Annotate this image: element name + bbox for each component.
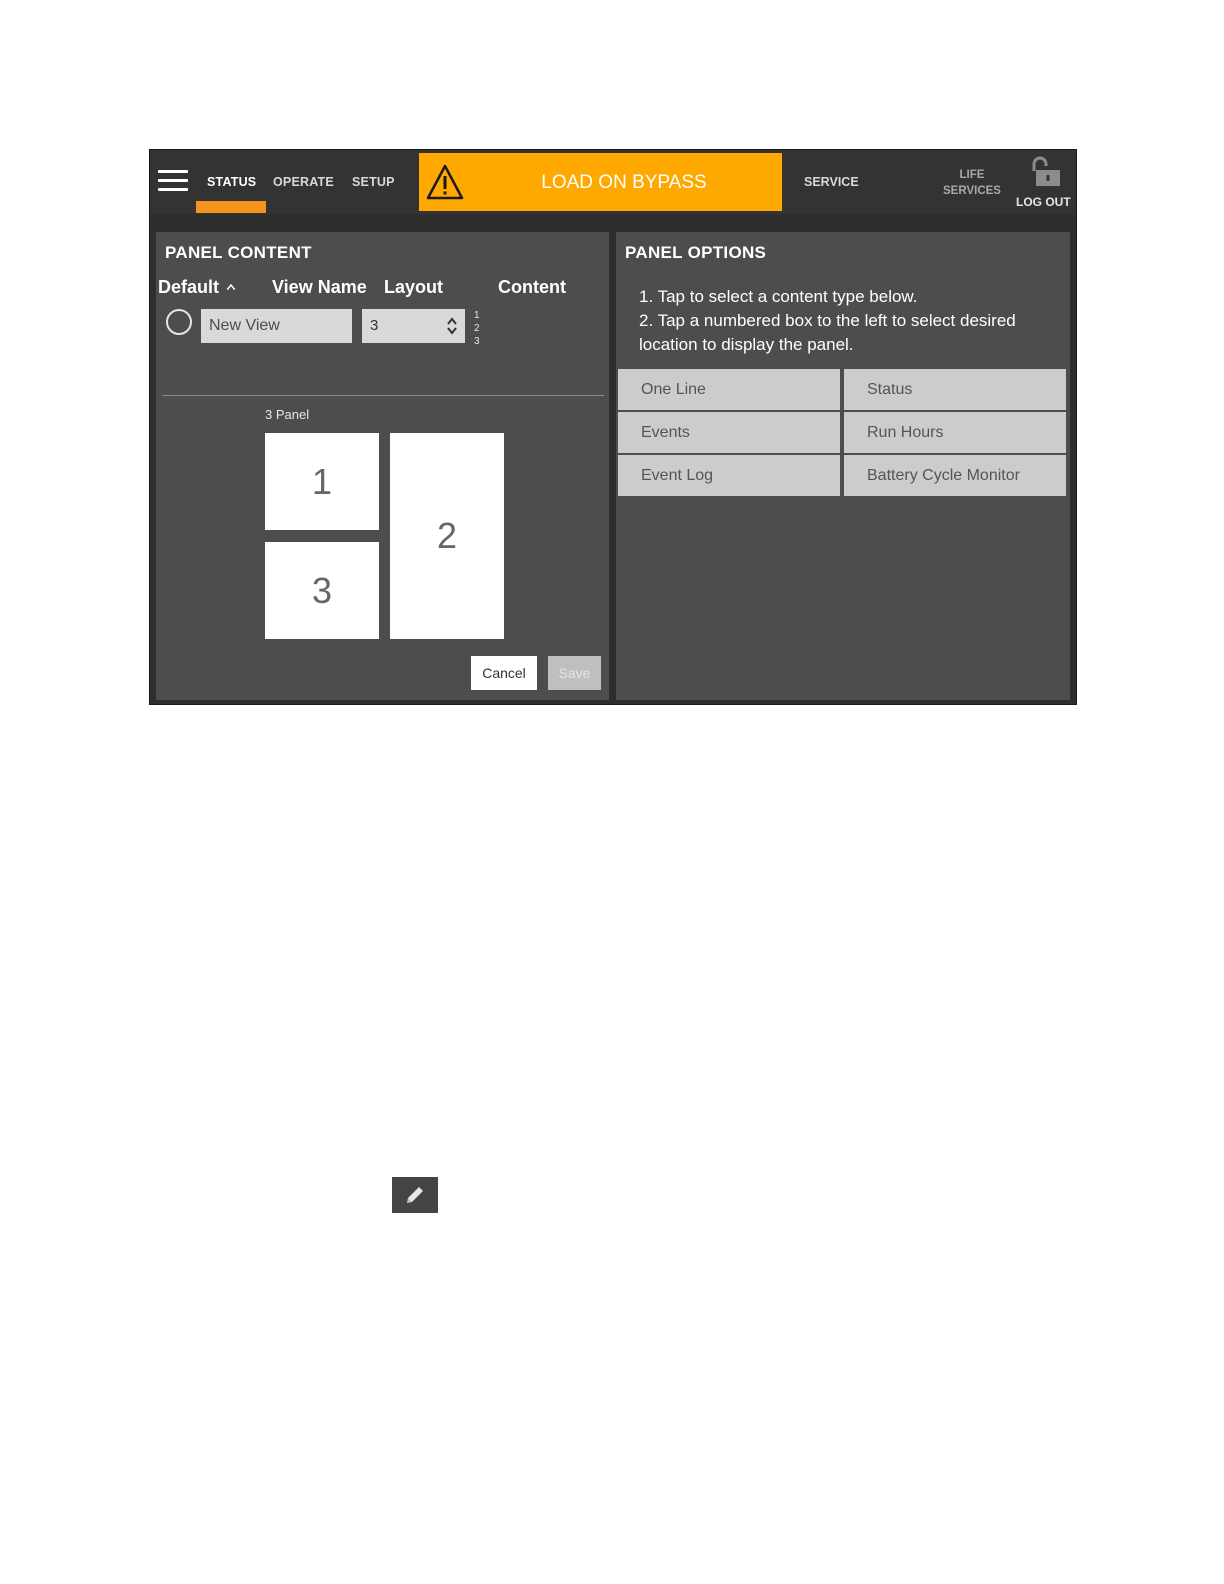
view-name-input[interactable] [201, 309, 352, 343]
instruction-3: location to display the panel. [639, 335, 854, 354]
tab-service[interactable]: SERVICE [804, 175, 859, 189]
hamburger-icon[interactable] [158, 170, 188, 194]
content-position-2: 2 [474, 323, 480, 334]
option-one-line[interactable]: One Line [618, 369, 840, 410]
content-header: Content [498, 277, 566, 297]
tab-status[interactable]: STATUS [207, 175, 257, 189]
instruction-2: 2. Tap a numbered box to the left to select desired [639, 311, 1016, 330]
instructions [639, 285, 1016, 357]
life-services-line1: LIFE [959, 169, 985, 181]
alarm-banner[interactable] [419, 153, 782, 211]
sort-caret-icon [227, 284, 235, 290]
tab-operate[interactable]: OPERATE [273, 175, 334, 189]
alarm-text: LOAD ON BYPASS [541, 172, 707, 193]
cancel-button[interactable]: Cancel [471, 656, 537, 690]
option-status[interactable]: Status [844, 369, 1066, 410]
panel-slot-1[interactable]: 1 [265, 433, 379, 530]
select-arrows-icon [446, 316, 458, 336]
panel-content-title: PANEL CONTENT [165, 243, 312, 262]
layout-select[interactable] [362, 309, 465, 343]
tab-life-services[interactable] [938, 167, 1006, 199]
panel-options [616, 232, 1070, 700]
default-header: Default [158, 277, 220, 297]
logout-button[interactable]: LOG OUT [1016, 195, 1071, 209]
layout-label: 3 Panel [265, 407, 310, 422]
view-name-header: View Name [272, 277, 367, 297]
panel-content [156, 232, 609, 700]
default-radio[interactable] [166, 309, 192, 335]
pencil-icon [403, 1183, 427, 1207]
instruction-1: 1. Tap to select a content type below. [639, 287, 918, 306]
life-services-line2: SERVICES [943, 185, 1001, 197]
unlock-icon[interactable] [1024, 155, 1062, 187]
content-position-3: 3 [474, 336, 480, 347]
edit-button[interactable] [392, 1177, 438, 1213]
panel-options-title: PANEL OPTIONS [625, 243, 767, 262]
option-battery-cycle-monitor[interactable]: Battery Cycle Monitor [844, 455, 1066, 496]
active-tab-indicator [196, 201, 266, 213]
top-nav [150, 150, 1076, 214]
content-positions [474, 309, 480, 348]
layout-header: Layout [384, 277, 444, 297]
app-window [149, 149, 1077, 705]
layout-select-value: 3 [370, 317, 379, 334]
panel-slot-2[interactable]: 2 [390, 433, 504, 639]
panel-slot-3[interactable]: 3 [265, 542, 379, 639]
divider [162, 395, 604, 396]
option-event-log[interactable]: Event Log [618, 455, 840, 496]
save-button[interactable]: Save [548, 656, 601, 690]
option-run-hours[interactable]: Run Hours [844, 412, 1066, 453]
option-events[interactable]: Events [618, 412, 840, 453]
tab-setup[interactable]: SETUP [352, 175, 395, 189]
content-position-1: 1 [474, 310, 480, 321]
